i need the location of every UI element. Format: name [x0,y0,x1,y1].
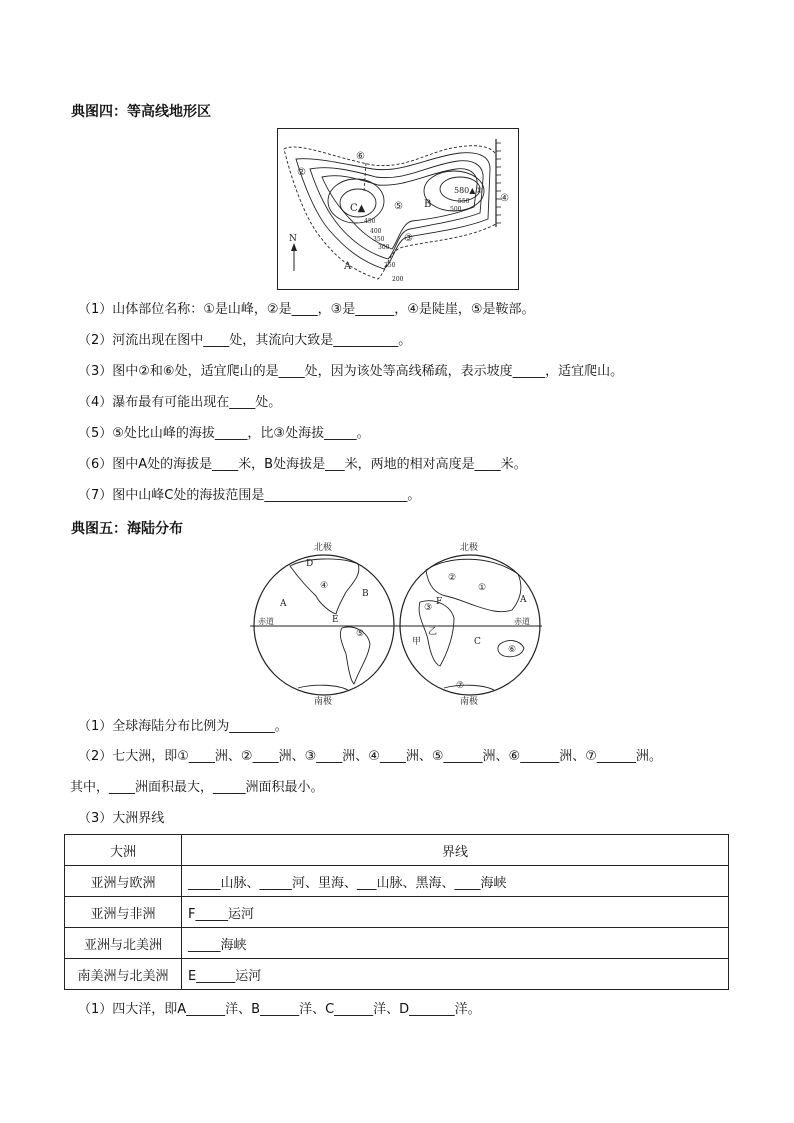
table-cell: _____山脉、_____河、里海、___山脉、黑海、____海峡 [182,866,729,897]
table-row [65,897,729,928]
table-cell: 亚洲与北美洲 [65,928,182,959]
contour-map [277,128,519,290]
question-4-6: （6）图中A处的海拔是____米，B处海拔是___米，两地的相对高度是____米。 [78,457,527,472]
question-4-2: （2）河流出现在图中____处，其流向大致是__________。 [78,333,412,348]
east-label-6: ⑥ [508,645,517,655]
marker-5: ⑤ [394,201,403,212]
question-4-4: （4）瀑布最有可能出现在____处。 [78,395,282,410]
question-5-3: （3）大洲界线 [78,811,165,826]
question-4-1: （1）山体部位名称：①是山峰，②是____，③是______，④是陡崖，⑤是鞍部。 [78,302,535,317]
world-hemisphere-map [250,540,542,706]
marker-a: A [344,261,352,272]
west-label-4: ④ [320,581,329,591]
table-header-cell: 大洲 [65,835,182,866]
north-pole-label-west: 北极 [314,543,333,553]
west-label-a: A [280,599,287,609]
question-5-1: （1）全球海陆分布比例为_______。 [78,719,288,734]
contour-label: 250 [384,262,396,269]
marker-4: ④ [500,193,509,204]
table-header-row [65,835,729,866]
table-cell: E______运河 [182,959,729,990]
south-pole-label-west: 南极 [314,697,333,706]
east-label-c: C [474,637,481,647]
table-row [65,866,729,897]
question-4-7: （7）图中山峰C处的海拔范围是______________________。 [78,488,421,503]
table-cell: _____海峡 [182,928,729,959]
contour-label: 400 [370,228,382,235]
contour-label: 500 [450,206,462,213]
equator-label-east: 赤道 [514,617,530,626]
west-label-b: B [362,589,369,599]
marker-2: ② [297,167,306,178]
section5-heading: 典图五：海陆分布 [71,521,183,537]
marker-1: 580▲① [454,186,483,195]
table-row [65,959,729,990]
west-label-d: D [306,559,314,569]
east-label-2: ② [448,573,457,583]
east-label-jia: 甲 [412,637,422,647]
east-label-3: ③ [424,603,433,613]
marker-6: ⑥ [356,151,365,162]
marker-3: ③ [404,233,413,244]
table-cell: 亚洲与非洲 [65,897,182,928]
west-label-5: ⑤ [356,629,365,639]
south-pole-label-east: 南极 [460,697,479,706]
contour-label: 200 [392,276,404,283]
east-label-f: F [436,597,443,607]
east-label-a: A [520,595,527,605]
north-pole-label-east: 北极 [460,543,479,553]
west-label-e: E [332,615,339,625]
question-4-5: （5）⑤处比山峰的海拔_____，比③处海拔_____。 [78,426,370,441]
table-row [65,928,729,959]
contour-label: 550 [458,198,470,205]
table-cell: F_____运河 [182,897,729,928]
equator-label-west: 赤道 [258,617,274,626]
contour-label: 350 [373,236,385,243]
east-label-7: ⑦ [456,681,465,691]
question-5-2: （2）七大洲，即①____洲、②____洲、③____洲、④____洲、⑤______洲、⑥______洲、⑦______洲。 [78,749,662,764]
north-label: N [289,234,297,244]
east-label-1: ① [478,583,487,593]
table-cell: 亚洲与欧洲 [65,866,182,897]
table-cell: 南美洲与北美洲 [65,959,182,990]
contour-label: 450 [364,218,376,225]
question-4-3: （3）图中②和⑥处，适宜爬山的是____处，因为该处等高线稀疏，表示坡度_____，适宜爬山。 [78,364,624,379]
question-5-2-followup: 其中，____洲面积最大，_____洲面积最小。 [70,780,324,795]
marker-c: C▲ [350,203,366,214]
contour-label: 300 [378,244,390,251]
continent-boundary-table [64,834,729,990]
table-header-cell: 界线 [182,835,729,866]
east-label-yi: 乙 [428,627,438,637]
question-oceans: （1）四大洋，即A______洋、B______洋、C______洋、D_______洋。 [78,1002,481,1017]
section4-heading: 典图四：等高线地形区 [71,104,211,120]
marker-b: B [424,199,432,210]
